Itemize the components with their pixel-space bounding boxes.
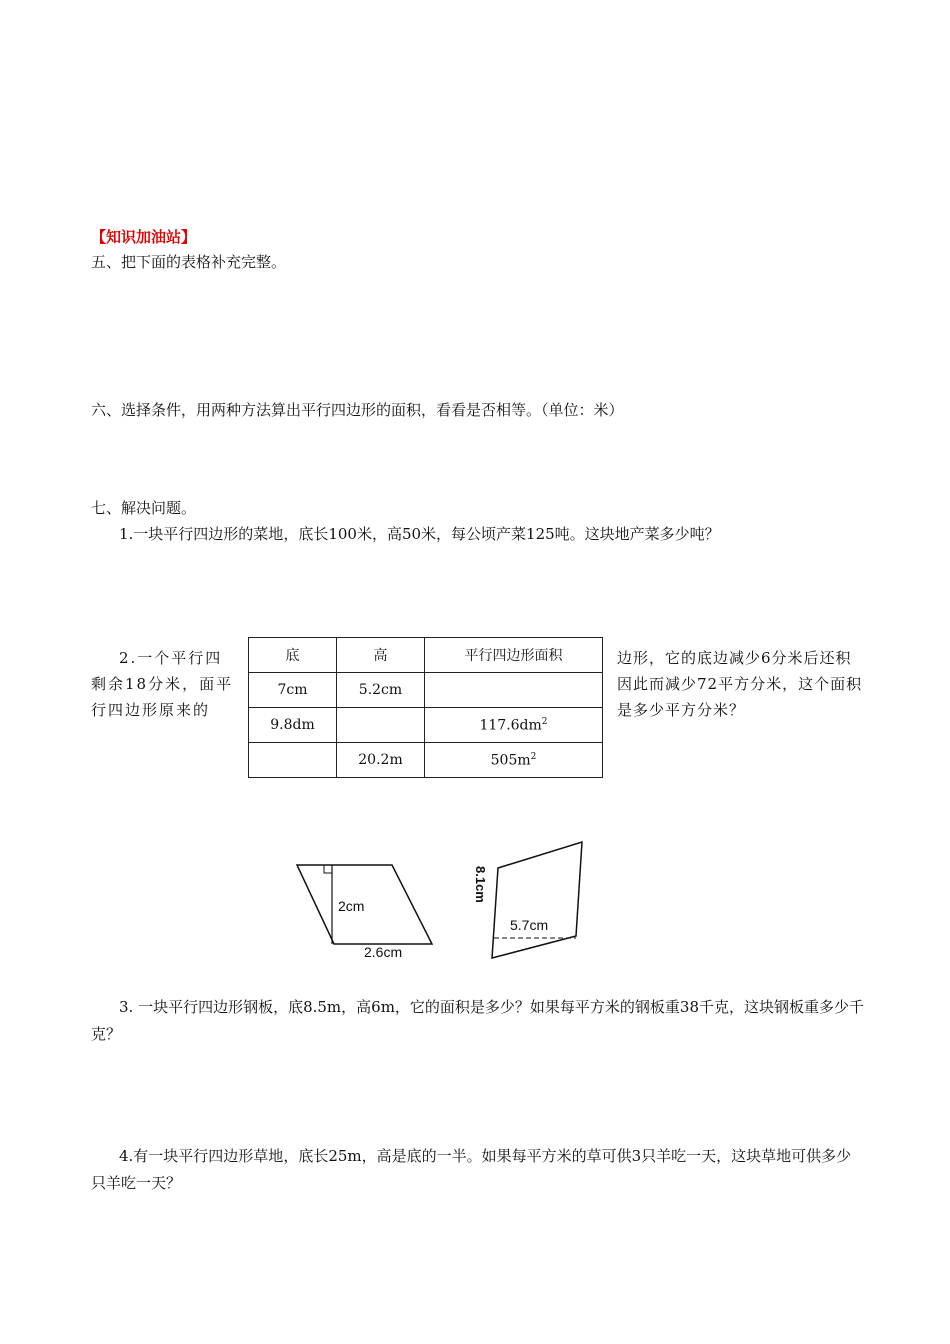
table-row <box>249 743 603 778</box>
table-cell <box>425 708 603 743</box>
table-header: 高 <box>337 638 425 673</box>
height-label: 5.7cm <box>510 917 549 933</box>
table-row <box>249 673 603 708</box>
problem-1: 1.一块平行四边形的菜地，底长100米，高50米，每公顷产菜125吨。这块地产菜多少吨？ <box>119 525 720 543</box>
right-angle-mark <box>324 865 332 873</box>
superscript: 2 <box>530 751 537 762</box>
table-cell: 9.8dm <box>249 708 337 743</box>
table-cell <box>425 743 603 778</box>
parallelogram-figure-2 <box>470 838 595 968</box>
parallelogram-shape <box>297 865 432 944</box>
side-label: 8.1cm <box>473 866 488 903</box>
table-cell: 5.2cm <box>337 673 425 708</box>
table-cell-value: 117.6dm <box>479 717 542 734</box>
height-label: 2cm <box>338 898 365 914</box>
table-cell <box>425 673 603 708</box>
section-header: 【知识加油站】 <box>91 228 197 246</box>
question-5: 五、把下面的表格补充完整。 <box>91 253 287 271</box>
table-header: 平行四边形面积 <box>425 638 603 673</box>
fill-table <box>248 637 603 778</box>
superscript: 2 <box>541 716 548 727</box>
question-6: 六、选择条件，用两种方法算出平行四边形的面积，看看是否相等。（单位：米） <box>91 401 624 419</box>
problem-2-right: 边形，它的底边减少6分米后还积因此而减少72平方分米，这个面积是多少平方分米？ <box>617 649 863 719</box>
parallelogram-shape <box>492 842 582 958</box>
problem-3: 3. 一块平行四边形钢板，底8.5m，高6m，它的面积是多少？如果每平方米的钢板重38千克，这块钢板重多少千克？ <box>91 998 865 1043</box>
table-cell: 20.2m <box>337 743 425 778</box>
table-row <box>249 708 603 743</box>
problem-4: 4.有一块平行四边形草地，底长25m，高是底的一半。如果每平方米的草可供3只羊吃一天，这块草地可供多少只羊吃一天？ <box>91 1147 852 1192</box>
table-cell-value: 505m <box>490 752 531 769</box>
table-cell <box>337 708 425 743</box>
table-header: 底 <box>249 638 337 673</box>
question-7-title: 七、解决问题。 <box>91 499 197 517</box>
table-cell <box>249 743 337 778</box>
problem-2-left: 2.一个平行四剩余18分米，面平行四边形原来的 <box>91 649 234 719</box>
table-cell: 7cm <box>249 673 337 708</box>
parallelogram-figure-1 <box>292 855 442 965</box>
base-label: 2.6cm <box>364 944 403 960</box>
table-header-row <box>249 638 603 673</box>
